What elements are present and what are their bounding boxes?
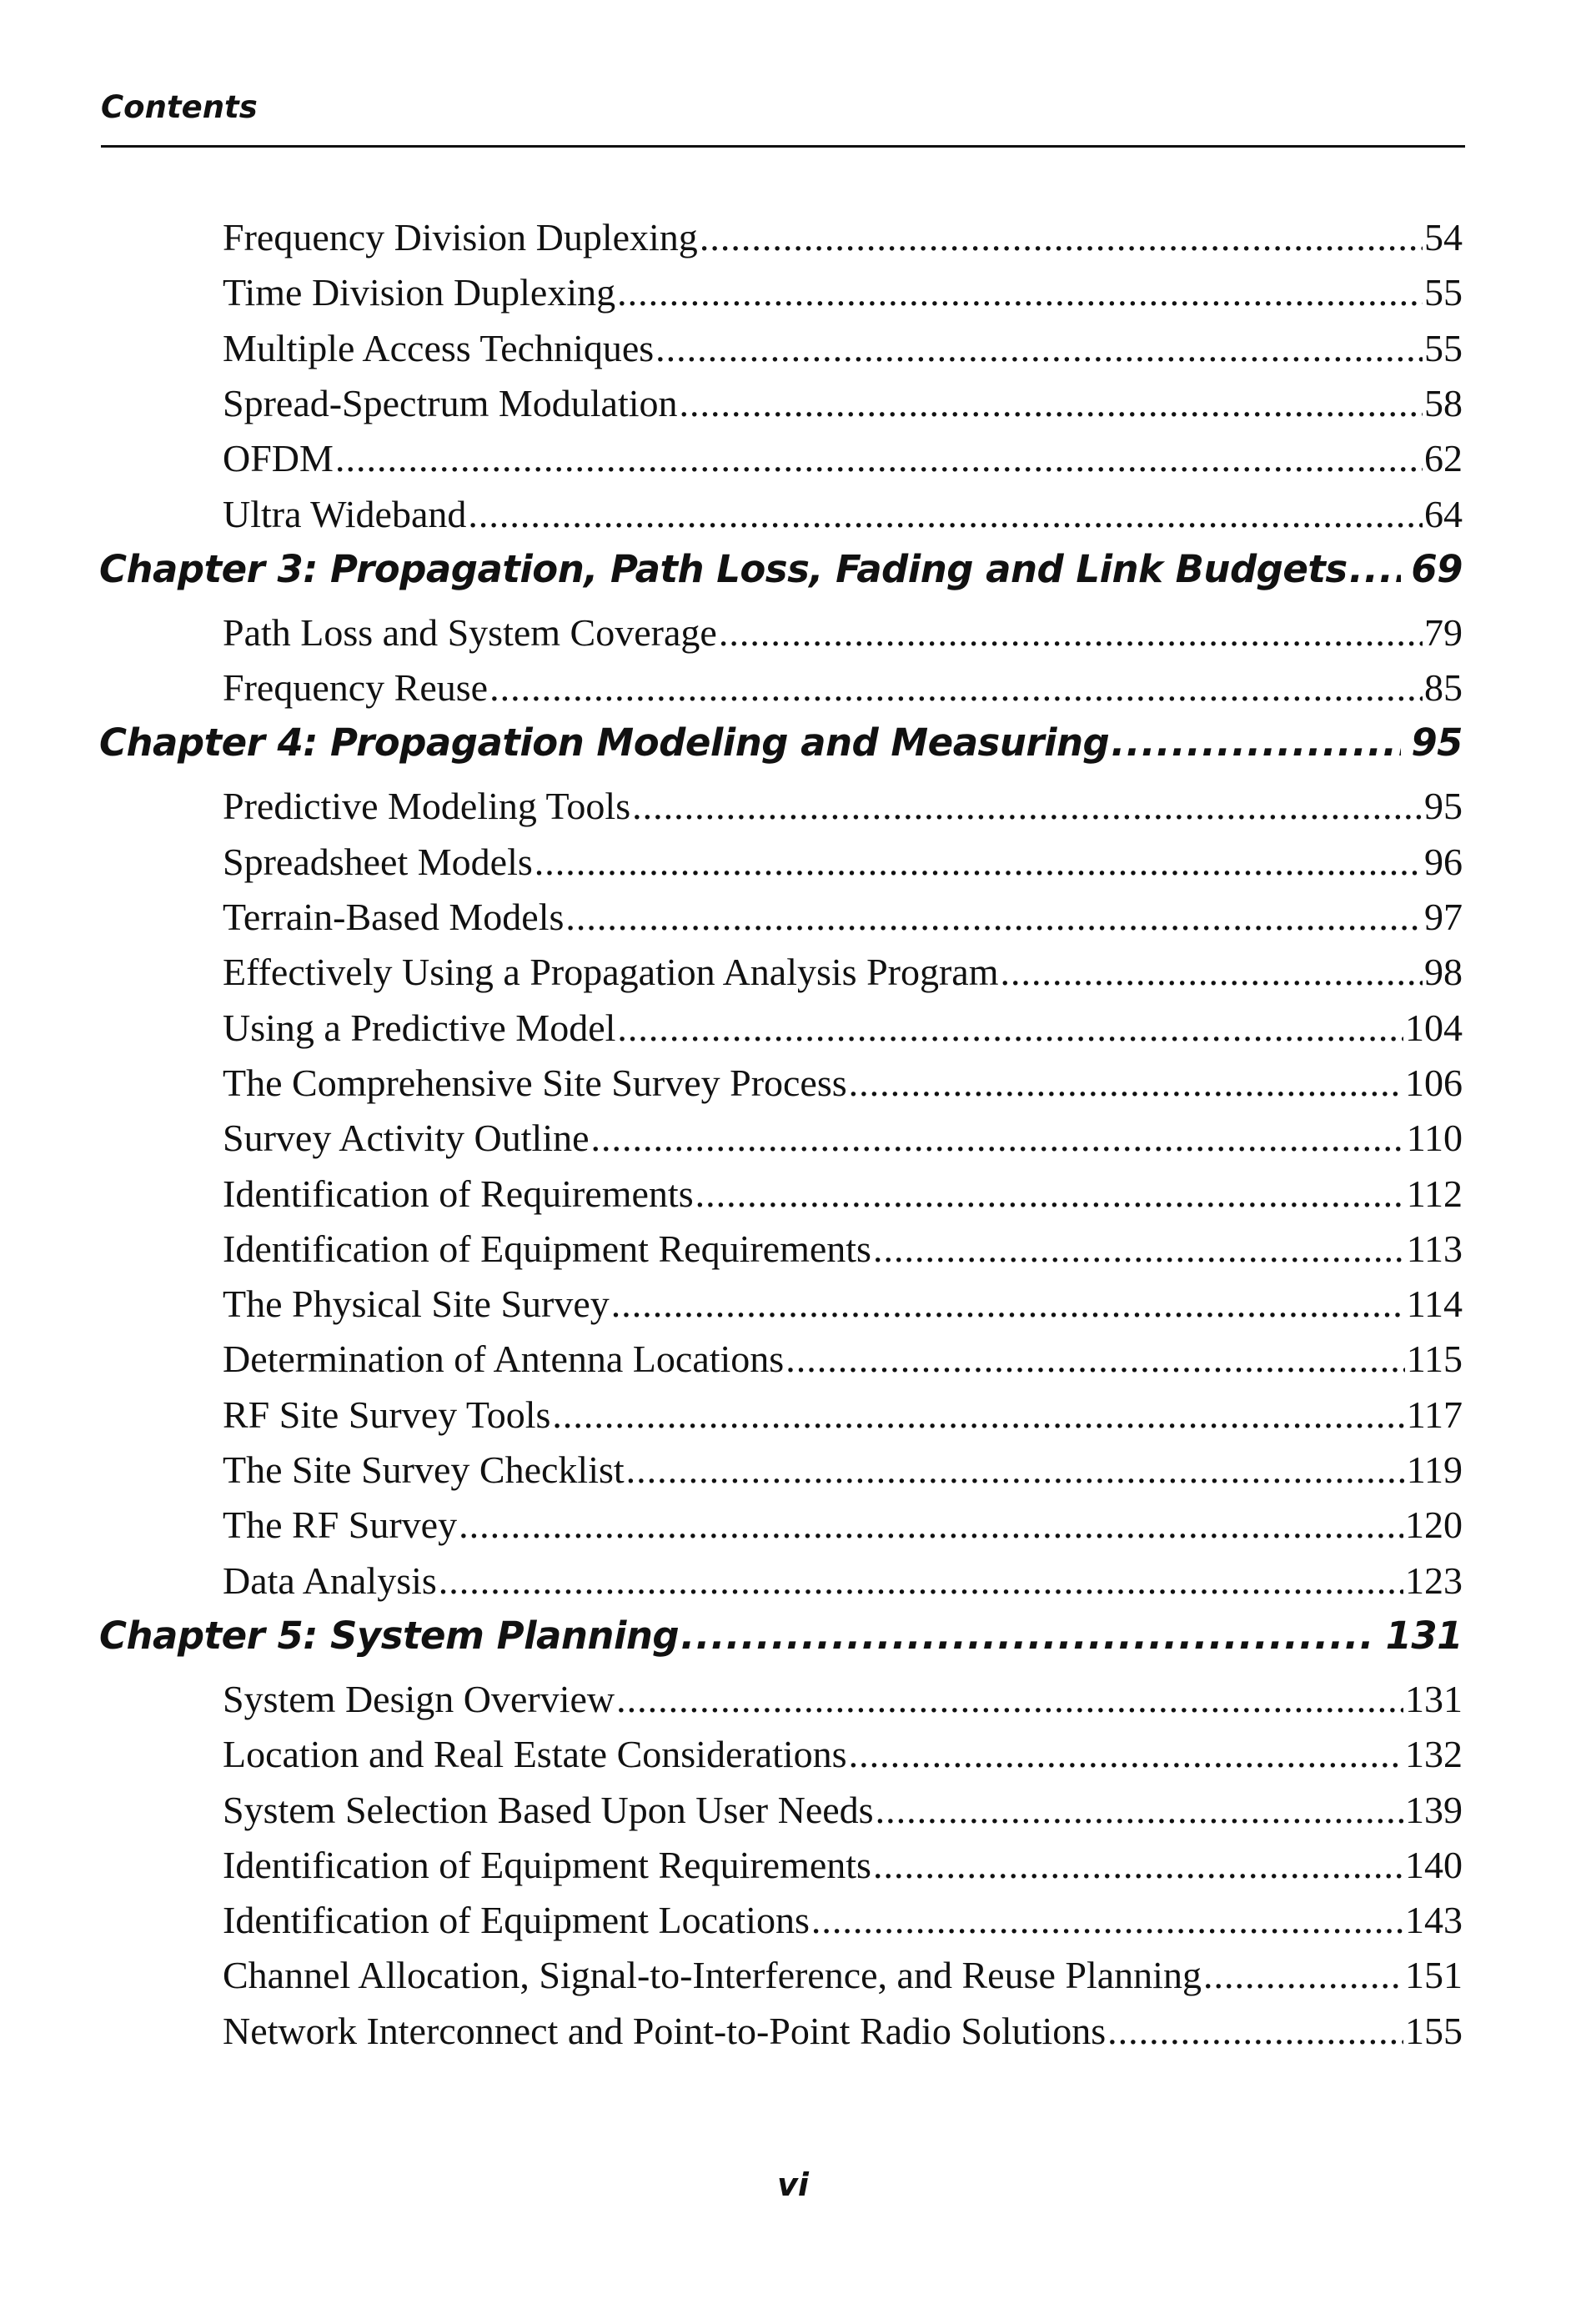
toc-entry-title: Terrain-Based Models: [223, 896, 565, 938]
toc-entry-page: 97: [1424, 896, 1463, 938]
page-number: vi: [777, 2166, 809, 2203]
toc-entry-page: 85: [1424, 666, 1463, 710]
dot-leader: [468, 487, 1423, 542]
toc-entry-title: Chapter 5: System Planning: [99, 1613, 680, 1658]
toc-entry-page: 95: [1411, 720, 1463, 765]
dot-leader: [849, 1727, 1403, 1782]
toc-section-entry[interactable]: [223, 779, 1463, 834]
toc-entry-title: Ultra Wideband: [223, 492, 467, 535]
toc-section-entry[interactable]: [223, 1001, 1463, 1056]
toc-entry-title: Identification of Equipment Requirements: [223, 1843, 871, 1886]
toc-entry-page: 113: [1406, 1227, 1463, 1270]
dot-leader: [1111, 711, 1401, 775]
dot-leader: [873, 1838, 1403, 1893]
toc-entry-page: 110: [1406, 1117, 1463, 1160]
toc-section-entry[interactable]: [223, 1167, 1463, 1222]
toc-entry-page: 119: [1406, 1448, 1463, 1491]
toc-entry-page: 131: [1405, 1677, 1463, 1720]
toc-section-entry[interactable]: [223, 835, 1463, 890]
toc-section-entry[interactable]: [223, 487, 1463, 542]
dot-leader: [632, 779, 1423, 834]
dot-leader: [1001, 945, 1423, 1000]
toc-entry-page: 79: [1424, 610, 1463, 654]
toc-entry-title: The Site Survey Checklist: [223, 1448, 625, 1491]
toc-entry-title: Frequency Reuse: [223, 666, 489, 710]
toc-entry-title: Channel Allocation, Signal-to-Interference, and Reuse Planning: [223, 1954, 1202, 1997]
toc-entry-title: Spread-Spectrum Modulation: [223, 381, 678, 424]
dot-leader: [616, 1672, 1403, 1727]
toc-entry-title: Spreadsheet Models: [223, 840, 533, 883]
toc-section-entry[interactable]: [223, 1111, 1463, 1166]
dot-leader: [591, 1111, 1405, 1166]
toc-entry-page: 54: [1424, 216, 1463, 259]
toc-chapter-entry[interactable]: [99, 1604, 1463, 1668]
toc-entry-page: 62: [1424, 437, 1463, 480]
dot-leader: [552, 1388, 1404, 1443]
toc-entry-page: 123: [1405, 1559, 1463, 1602]
toc-entry-title: Time Division Duplexing: [223, 271, 616, 314]
toc-section-entry[interactable]: [223, 1672, 1463, 1727]
dot-leader: [811, 1893, 1403, 1948]
toc-section-entry[interactable]: [223, 265, 1463, 320]
toc-entry-title: Predictive Modeling Tools: [223, 785, 631, 828]
toc-entry-page: 55: [1424, 271, 1463, 314]
dot-leader: [876, 1783, 1403, 1838]
toc-entry-page: 106: [1405, 1061, 1463, 1104]
toc-entry-title: RF Site Survey Tools: [223, 1393, 551, 1436]
toc-entry-title: Effectively Using a Propagation Analysis Program: [223, 951, 999, 994]
toc-entry-title: The Physical Site Survey: [223, 1282, 610, 1326]
dot-leader: [439, 1554, 1403, 1609]
toc-entry-title: Location and Real Estate Considerations: [223, 1733, 847, 1776]
toc-entry-page: 139: [1405, 1788, 1463, 1831]
toc-entry-page: 55: [1424, 326, 1463, 369]
toc-entry-page: 95: [1424, 785, 1463, 828]
toc-section-entry[interactable]: [223, 431, 1463, 486]
toc-chapter-entry[interactable]: [99, 538, 1463, 601]
toc-section-entry[interactable]: [223, 890, 1463, 945]
toc-section-entry[interactable]: [223, 945, 1463, 1000]
dot-leader: [680, 1604, 1375, 1668]
toc-chapter-entry[interactable]: [99, 711, 1463, 775]
dot-leader: [611, 1277, 1405, 1332]
toc-entry-title: The RF Survey: [223, 1503, 458, 1547]
toc-section-entry[interactable]: [223, 210, 1463, 265]
toc-section-entry[interactable]: [223, 1056, 1463, 1111]
toc-section-entry[interactable]: [223, 1388, 1463, 1443]
dot-leader: [849, 1056, 1403, 1111]
toc-entry-title: Path Loss and System Coverage: [223, 610, 717, 654]
dot-leader: [1107, 2004, 1403, 2059]
dot-leader: [785, 1332, 1405, 1387]
toc-section-entry[interactable]: [223, 1783, 1463, 1838]
toc-entry-title: System Selection Based Upon User Needs: [223, 1788, 874, 1831]
toc-entry-page: 140: [1405, 1843, 1463, 1886]
toc-section-entry[interactable]: [223, 1893, 1463, 1948]
toc-entry-title: Data Analysis: [223, 1559, 437, 1602]
toc-section-entry[interactable]: [223, 660, 1463, 715]
toc-entry-title: System Design Overview: [223, 1677, 615, 1720]
running-head: Contents: [101, 89, 258, 125]
dot-leader: [873, 1222, 1405, 1277]
dot-leader: [489, 660, 1423, 715]
header-rule: [101, 145, 1465, 148]
dot-leader: [700, 210, 1423, 265]
toc-section-entry[interactable]: [223, 1727, 1463, 1782]
toc-entry-title: Determination of Antenna Locations: [223, 1338, 785, 1381]
toc-entry-title: Frequency Division Duplexing: [223, 216, 698, 259]
dot-leader: [565, 890, 1423, 945]
dot-leader: [1349, 538, 1402, 601]
toc-section-entry[interactable]: [223, 1554, 1463, 1609]
toc-section-entry[interactable]: [223, 321, 1463, 376]
toc-entry-page: 143: [1405, 1899, 1463, 1942]
toc-entry-page: 120: [1405, 1503, 1463, 1547]
toc-section-entry[interactable]: [223, 1948, 1463, 2003]
dot-leader: [617, 1001, 1403, 1056]
toc-entry-title: OFDM: [223, 437, 334, 480]
toc-entry-page: 69: [1411, 546, 1463, 591]
toc-entry-page: 58: [1424, 381, 1463, 424]
dot-leader: [335, 431, 1423, 486]
toc-entry-title: Network Interconnect and Point-to-Point Radio Solutions: [223, 2009, 1107, 2052]
dot-leader: [719, 605, 1423, 660]
toc-entry-page: 117: [1406, 1393, 1463, 1436]
toc-entry-page: 115: [1406, 1338, 1463, 1381]
toc-section-entry[interactable]: [223, 1498, 1463, 1553]
toc-section-entry[interactable]: [223, 376, 1463, 431]
toc-entry-title: Chapter 3: Propagation, Path Loss, Fading and Link Budgets: [99, 546, 1348, 591]
toc-entry-title: Identification of Equipment Locations: [223, 1899, 810, 1942]
toc-section-entry[interactable]: [223, 2004, 1463, 2059]
toc-entry-title: Identification of Equipment Requirements: [223, 1227, 871, 1270]
dot-leader: [617, 265, 1423, 320]
toc-entry-page: 96: [1424, 840, 1463, 883]
dot-leader: [1203, 1948, 1403, 2003]
toc-entry-page: 112: [1406, 1172, 1463, 1215]
toc-entry-page: 155: [1405, 2009, 1463, 2052]
toc-entry-page: 64: [1424, 492, 1463, 535]
toc-section-entry[interactable]: [223, 605, 1463, 660]
toc-entry-title: Using a Predictive Model: [223, 1006, 616, 1049]
toc-entry-title: Survey Activity Outline: [223, 1117, 590, 1160]
toc-section-entry[interactable]: [223, 1222, 1463, 1277]
toc-entry-page: 131: [1385, 1613, 1463, 1658]
dot-leader: [655, 321, 1423, 376]
toc-section-entry[interactable]: [223, 1838, 1463, 1893]
toc-section-entry[interactable]: [223, 1277, 1463, 1332]
dot-leader: [680, 376, 1423, 431]
toc-section-entry[interactable]: [223, 1332, 1463, 1387]
toc-entry-title: Multiple Access Techniques: [223, 326, 655, 369]
toc-entry-page: 132: [1405, 1733, 1463, 1776]
dot-leader: [695, 1167, 1405, 1222]
toc-entry-page: 104: [1405, 1006, 1463, 1049]
dot-leader: [535, 835, 1423, 890]
dot-leader: [626, 1443, 1405, 1498]
toc-entry-page: 114: [1406, 1282, 1463, 1326]
toc-entry-title: Chapter 4: Propagation Modeling and Measuring: [99, 720, 1110, 765]
toc-entry-title: Identification of Requirements: [223, 1172, 694, 1215]
toc-entry-page: 98: [1424, 951, 1463, 994]
toc-section-entry[interactable]: [223, 1443, 1463, 1498]
toc-entry-page: 151: [1405, 1954, 1463, 1997]
dot-leader: [459, 1498, 1403, 1553]
toc-entry-title: The Comprehensive Site Survey Process: [223, 1061, 847, 1104]
